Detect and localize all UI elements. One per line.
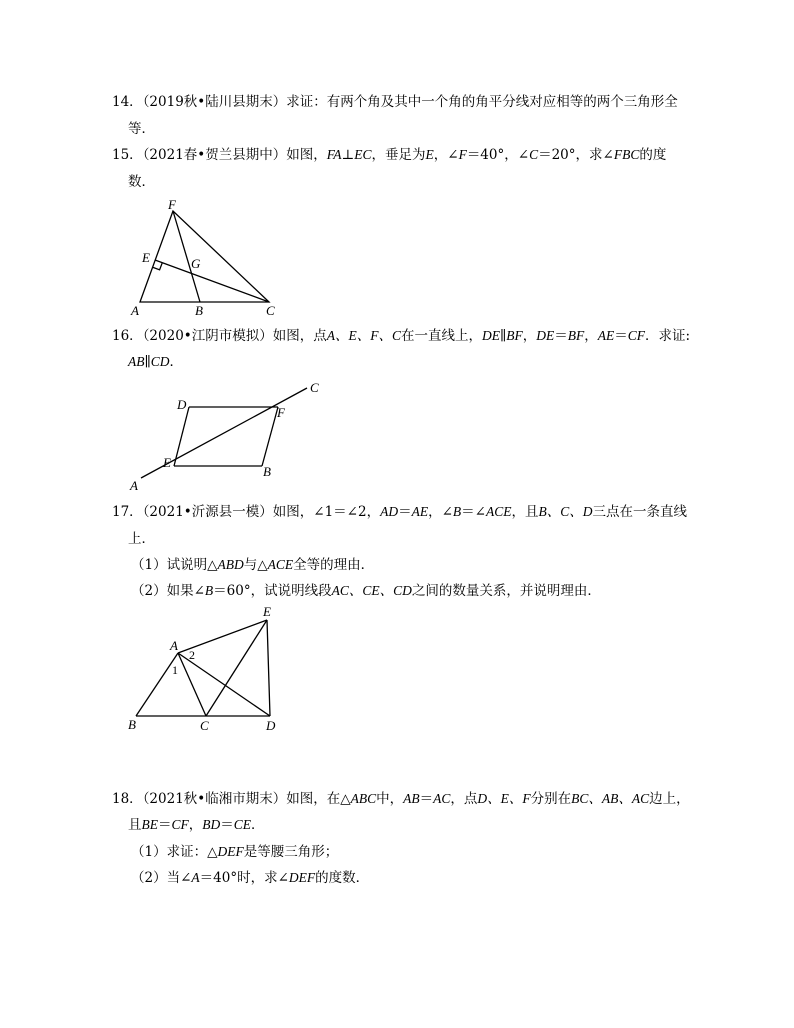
- problem-16-line-2: [128, 353, 183, 371]
- label-angle-2: 2: [189, 648, 195, 662]
- problem-18-line-1: [112, 790, 690, 808]
- problem-14-line-2: [128, 120, 155, 138]
- label-a: A: [131, 303, 139, 318]
- math-var: F: [458, 147, 467, 162]
- problem-source: （2021春•贺兰县期中）: [142, 147, 287, 163]
- problem-15-line-2: [128, 173, 155, 191]
- text-run: （1）求证：△: [131, 844, 218, 860]
- segment-ec: [155, 260, 269, 302]
- text-run: 且: [128, 817, 142, 833]
- label-c: C: [266, 303, 275, 318]
- text-run: 中，: [376, 791, 404, 807]
- problem-source: （2021•沂源县一模）: [142, 504, 273, 520]
- math-var: FA: [326, 147, 342, 162]
- math-var: AC、CE、CD: [331, 583, 412, 598]
- problem-18-line-2: [128, 816, 265, 834]
- text-run: （1）试说明△: [131, 557, 218, 573]
- label-f: F: [277, 405, 285, 420]
- math-var: B、C、D: [538, 504, 593, 519]
- text-run: ＝40°，∠: [466, 147, 530, 163]
- math-var: D、E、F: [477, 791, 531, 806]
- text-run: 如图，∠1＝∠2，: [272, 504, 381, 520]
- text-run: ．求证:: [645, 328, 691, 344]
- math-var: BF: [506, 328, 523, 343]
- text-run: ⊥: [341, 147, 355, 163]
- math-var: B: [452, 504, 462, 519]
- problem-text: 求证：有两个角及其中一个角的角平分线对应相等的两个三角形全: [286, 94, 678, 110]
- math-var: CF: [627, 328, 646, 343]
- math-var: BD: [202, 817, 221, 832]
- math-var: ACE: [267, 557, 294, 572]
- math-var: AB: [128, 354, 145, 369]
- math-var: ACE: [485, 504, 512, 519]
- problem-17-line-2: [128, 530, 155, 548]
- label-b: B: [128, 717, 136, 732]
- math-var: BC、AB、AC: [571, 791, 650, 806]
- text-run: 如图，: [286, 147, 327, 163]
- text-run: ＝: [419, 791, 434, 807]
- problem-number: 17．: [112, 504, 143, 520]
- math-var: AE: [411, 504, 429, 519]
- figure-15: [120, 196, 300, 320]
- text-run: 的度: [639, 147, 667, 163]
- math-var: CD: [150, 354, 170, 369]
- math-var: E: [425, 147, 434, 162]
- label-c: C: [310, 380, 319, 395]
- text-run: （2）当∠: [131, 870, 192, 886]
- problem-number: 14．: [112, 94, 143, 110]
- problem-17-line-1: [112, 503, 687, 521]
- text-run: ＝20°，求∠: [538, 147, 614, 163]
- math-var: EC: [354, 147, 372, 162]
- label-d: D: [266, 718, 276, 733]
- text-run: 的度数．: [315, 870, 370, 886]
- text-run: ，点: [450, 791, 478, 807]
- problem-number: 15．: [112, 147, 143, 163]
- label-a: A: [170, 638, 178, 653]
- math-var: AD: [380, 504, 399, 519]
- text-run: ，∠: [428, 504, 453, 520]
- problem-source: （2021秋•临湘市期末）: [142, 791, 287, 807]
- text-run: 是等腰三角形；: [243, 844, 339, 860]
- text-run: 在一直线上，: [401, 328, 483, 344]
- text-run: ，: [584, 328, 598, 344]
- math-var: CE: [233, 817, 252, 832]
- problem-number: 18．: [112, 791, 143, 807]
- text-run: ，垂足为: [371, 147, 426, 163]
- text-run: （2）如果∠: [131, 583, 205, 599]
- problem-source: （2019秋•陆川县期末）: [142, 94, 287, 110]
- math-var: CF: [171, 817, 189, 832]
- text-run: ＝: [398, 504, 412, 520]
- text-run: ．: [169, 354, 184, 370]
- math-var: FBC: [613, 147, 640, 162]
- segment-de: [174, 407, 189, 466]
- label-f: F: [168, 197, 176, 212]
- text-run: ＝40°时，求∠: [199, 870, 289, 886]
- problem-source: （2020•江阴市模拟）: [142, 328, 273, 344]
- problem-17-question-2: [131, 582, 601, 600]
- label-e: E: [163, 455, 171, 470]
- text-run: ，且: [511, 504, 539, 520]
- problem-18-question-1: [131, 843, 338, 861]
- text-run: ．: [251, 817, 265, 833]
- label-angle-1: 1: [172, 663, 178, 677]
- math-var: A: [191, 870, 200, 885]
- math-var: DEF: [288, 870, 316, 885]
- label-e: E: [142, 250, 150, 265]
- text-run: 三点在一条直线: [592, 504, 687, 520]
- text-run: 分别在: [530, 791, 572, 807]
- segment-ed: [267, 620, 270, 716]
- problem-16-line-1: [112, 327, 690, 345]
- text-run: ，∠: [433, 147, 459, 163]
- math-var: DEF: [217, 844, 244, 859]
- figure-17: [122, 604, 297, 732]
- text-run: 之间的数量关系，并说明理由．: [411, 583, 601, 599]
- math-var: AB: [403, 791, 420, 806]
- segment-bf: [262, 407, 278, 466]
- label-d: D: [177, 397, 187, 412]
- problem-text-cont: 等．: [128, 121, 155, 137]
- label-b: B: [195, 303, 203, 318]
- problem-number: 16．: [112, 328, 143, 344]
- math-var: ABD: [217, 557, 244, 572]
- text-run: ＝: [158, 817, 172, 833]
- triangle-fac: [140, 211, 269, 302]
- math-var: A、E、F、C: [326, 328, 402, 343]
- text-run: 全等的理由．: [293, 557, 375, 573]
- segment-ce: [206, 620, 267, 716]
- text-run: ∥: [500, 328, 507, 344]
- label-c: C: [200, 718, 209, 733]
- math-var: AE: [597, 328, 615, 343]
- text-run: ，: [522, 328, 537, 344]
- math-var: AC: [433, 791, 451, 806]
- label-e: E: [263, 604, 271, 619]
- label-a: A: [130, 478, 138, 493]
- problem-17-question-1: [131, 556, 374, 574]
- math-var: ABC: [350, 791, 377, 806]
- problem-text-cont: 数．: [128, 174, 155, 190]
- text-run: ＝60°，试说明线段: [213, 583, 332, 599]
- math-var: DE: [536, 328, 555, 343]
- math-var: BF: [567, 328, 585, 343]
- text-run: 如图，在△: [286, 791, 351, 807]
- problem-18-question-2: [131, 869, 369, 887]
- text-run: ＝∠: [461, 504, 486, 520]
- label-b: B: [263, 464, 271, 479]
- label-g: G: [191, 256, 201, 271]
- problem-text-cont: 上．: [128, 531, 155, 547]
- text-run: ，: [188, 817, 203, 833]
- text-run: ＝: [220, 817, 234, 833]
- text-run: ＝: [614, 328, 628, 344]
- text-run: 边上，: [649, 791, 690, 807]
- problem-14-line-1: [112, 93, 678, 111]
- math-var: B: [204, 583, 214, 598]
- math-var: DE: [482, 328, 501, 343]
- text-run: ∥: [144, 354, 151, 370]
- math-var: C: [529, 147, 539, 162]
- text-run: 如图，点: [272, 328, 327, 344]
- problem-15-line-1: [112, 146, 666, 164]
- math-var: BE: [141, 817, 158, 832]
- figure-16: [126, 378, 326, 493]
- text-run: ＝: [554, 328, 568, 344]
- text-run: 与△: [243, 557, 268, 573]
